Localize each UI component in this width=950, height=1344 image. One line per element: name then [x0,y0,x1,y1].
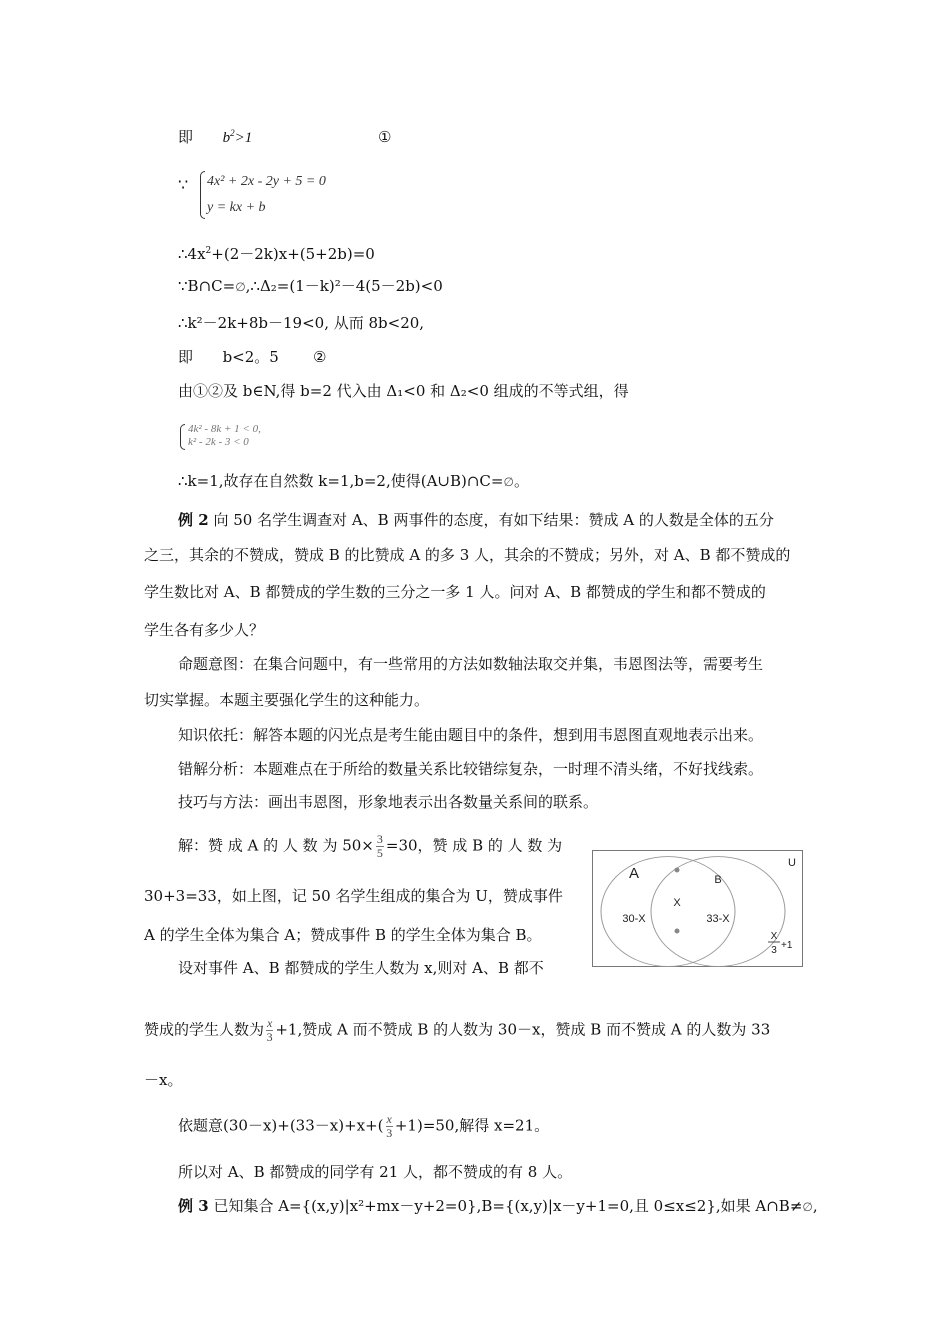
fraction-x-3-b-den: 3 [386,1126,393,1140]
fraction-x-3 [266,1017,273,1044]
solution-line8: 所以对 A、B 都赞成的同学有 21 人，都不赞成的有 8 人。 [178,1163,573,1181]
error-analysis-line: 错解分析：本题难点在于所给的数量关系比较错综复杂，一时理不清头绪，不好找线索。 [178,760,764,778]
venn-diagram [592,850,804,968]
b-lt-value: b<2。5 [222,348,279,366]
system1-eq2: y = kx + b [207,200,266,215]
fraction-3-5-den: 5 [376,846,383,860]
outside-suffix: +1 [781,940,793,951]
system2-eq2: k² - 2k - 3 < 0 [188,436,249,448]
line-quadratic-post: +(2－2k)x+(5+2b)=0 [211,245,375,263]
example2-line1 [178,510,774,530]
outside-num: X [770,931,778,942]
label-a: A [628,865,640,882]
empty-set-symbol-2: ∅ [503,475,514,489]
intersection-dot-top [675,868,680,873]
fraction-3-5-num: 3 [376,832,383,846]
line-delta2-post: ,∴Δ₂=(1－k)²－4(5－2b)<0 [245,277,443,295]
empty-set-symbol: ∅ [235,280,246,294]
line-delta2 [178,276,443,297]
solution-line7 [178,1113,549,1140]
example2-line2: 之三，其余的不赞成，赞成 B 的比赞成 A 的多 3 人，其余的不赞成；另外，对 A、B 都不赞成的 [144,546,791,564]
solution-line5-b: +1,赞成 A 而不赞成 B 的人数为 30－x，赞成 B 而不赞成 A 的人数为 33 [275,1020,771,1039]
example2-line3: 学生数比对 A、B 都赞成的学生数的三分之一多 1 人。问对 A、B 都赞成的学生和都不赞成的 [144,583,766,601]
line-substitute: 由①②及 b∈N,得 b=2 代入由 Δ₁<0 和 Δ₂<0 组成的不等式组，得 [178,382,629,400]
fraction-x-3-num: x [267,1016,273,1030]
marker-2: ② [313,348,327,366]
system1-eq1: 4x² + 2x - 2y + 5 = 0 [207,174,326,189]
intent-line1: 命题意图：在集合问题中，有一些常用的方法如数轴法取交并集，韦恩图法等，需要考生 [178,655,764,673]
fraction-x-3-b [386,1113,393,1140]
example2-label: 例 2 [178,511,209,529]
example3-line: 例 3 已知集合 A={(x,y)|x²+mx－y+2=0},B={(x,y)|x－y+1=0,且 0≤x≤2},如果 A∩B≠∅, [178,1197,818,1215]
line-quadratic: $\therefore 4x^2+(2-2k)x+(5+2b)=0$ [178,245,375,263]
solution-line2: 30+3=33，如上图，记 50 名学生组成的集合为 U，赞成事件 [144,887,563,905]
fraction-x-3-b-num: x [386,1112,392,1126]
label-x: X [673,897,681,909]
intent-line2: 切实掌握。本题主要强化学生的这种能力。 [144,691,430,709]
line-conclusion-text: ∴k=1,故存在自然数 k=1,b=2,使得(A∪B)∩C= [178,472,504,490]
solution-line5-a: 赞成的学生人数为 [144,1020,265,1039]
solution-line4: 设对事件 A、B 都赞成的学生人数为 x,则对 A、B 都不 [178,959,544,977]
marker-1: ① [378,128,392,146]
example3-text: 已知集合 A={(x,y)|x²+mx－y+2=0},B={(x,y)|x－y+1=0,且 0≤x≤2},如果 A∩B≠ [213,1197,803,1215]
ji-label-2: 即 [178,348,194,366]
label-b: B [714,874,722,886]
solution-line5 [144,1017,770,1044]
system-brace [200,171,205,219]
label-b-only: 33-X [706,913,730,925]
line-delta2-pre: ∵B∩C= [178,277,236,295]
example2-line4: 学生各有多少人？ [144,621,265,639]
label-u: U [788,857,796,869]
fraction-x-3-den: 3 [266,1030,273,1044]
line-conclusion: ∴k=1,故存在自然数 k=1,b=2,使得(A∪B)∩C=∅。 [178,472,529,490]
line-quadratic-pre: ∴4x [178,245,206,263]
example2-text1: 向 50 名学生调查对 A、B 两事件的态度，有如下结果：赞成 A 的人数是全体的五分 [213,511,774,529]
skill-line: 技巧与方法：画出韦恩图，形象地表示出各数量关系间的联系。 [178,793,599,811]
intersection-dot-bottom [675,929,680,934]
solution-line1-a: 解：赞 成 A 的 人 数 为 50× [178,836,374,855]
line-b-squared [178,127,252,148]
b-squared-gt-1: $b^2>1$ [222,128,253,146]
because-symbol: ∵ [178,175,189,194]
empty-set-symbol-3: ∅ [802,1200,813,1214]
solution-line7-a: 依题意(30－x)+(33－x)+x+( [178,1116,384,1135]
line-inequality: ∴k²－2k+8b－19<0, 从而 8b<20, [178,314,425,332]
solution-line3: A 的学生全体为集合 A；赞成事件 B 的学生全体为集合 B。 [144,926,542,944]
example3-label: 例 3 [178,1197,209,1215]
outside-den: 3 [771,945,777,956]
line-b-lt [178,347,279,367]
solution-line1 [178,833,562,860]
fraction-3-5 [376,833,384,860]
basis-line: 知识依托：解答本题的闪光点是考生能由题目中的条件，想到用韦恩图直观地表示出来。 [178,726,764,744]
system2-eq1: 4k² - 8k + 1 < 0, [188,423,261,435]
solution-line1-b: =30，赞 成 B 的 人 数 为 [385,836,563,855]
ji-label: 即 [178,128,194,146]
label-a-only: 30-X [622,913,646,925]
solution-line7-b: +1)=50,解得 x=21。 [394,1116,550,1135]
system2-brace [180,424,185,450]
solution-line6: －x。 [144,1071,183,1089]
